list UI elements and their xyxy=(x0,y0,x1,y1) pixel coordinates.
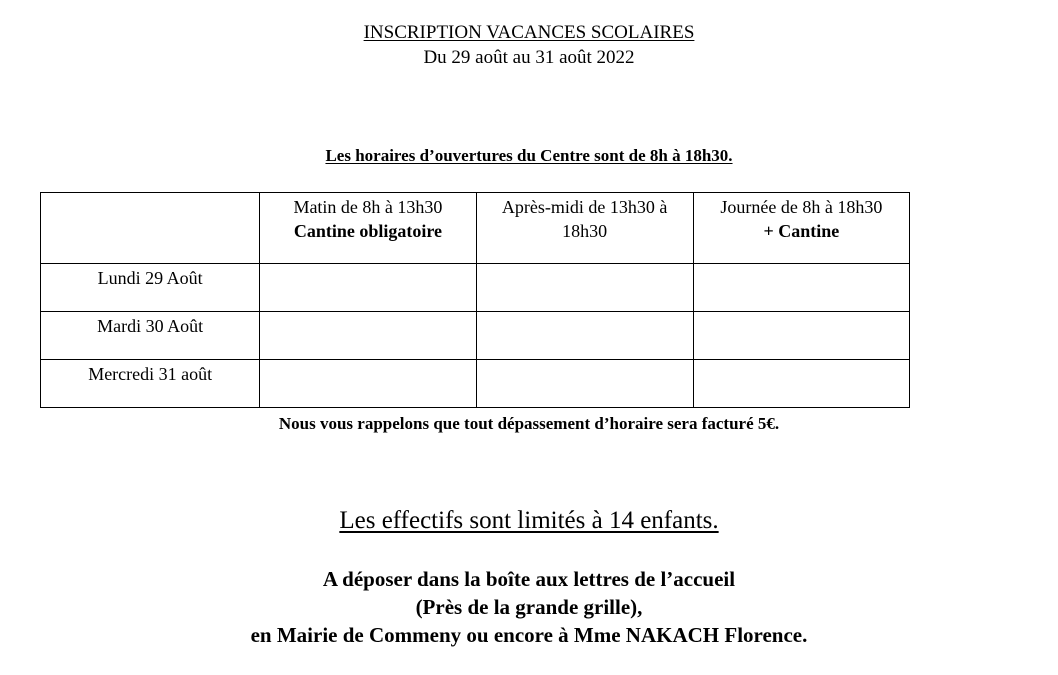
deposit-instructions xyxy=(0,565,1058,649)
monday-morning-cell[interactable] xyxy=(260,264,476,312)
deposit-line-1: A déposer dans la boîte aux lettres de l’accueil xyxy=(322,567,736,591)
capacity-limit-notice: Les effectifs sont limités à 14 enfants. xyxy=(339,507,719,534)
header-morning xyxy=(260,193,476,264)
row-label-wednesday: Mercredi 31 août xyxy=(41,360,260,408)
schedule-table xyxy=(40,192,910,408)
table-header-row xyxy=(41,193,910,264)
monday-afternoon-cell[interactable] xyxy=(476,264,693,312)
header-morning-note: Cantine obligatoire xyxy=(293,221,443,241)
table-row xyxy=(41,264,910,312)
deposit-line-3: en Mairie de Commeny ou encore à Mme NAKACH Florence. xyxy=(250,623,808,647)
header-afternoon-label: Après-midi de 13h30 à 18h30 xyxy=(501,197,668,241)
deposit-line-2: (Près de la grande grille), xyxy=(415,595,643,619)
tuesday-morning-cell[interactable] xyxy=(260,312,476,360)
overtime-reminder: Nous vous rappelons que tout dépassement d’horaire sera facturé 5€. xyxy=(278,414,780,433)
wednesday-fullday-cell[interactable] xyxy=(693,360,909,408)
table-row xyxy=(41,360,910,408)
date-range: Du 29 août au 31 août 2022 xyxy=(423,47,635,68)
wednesday-morning-cell[interactable] xyxy=(260,360,476,408)
header-afternoon xyxy=(476,193,693,264)
row-label-tuesday: Mardi 30 Août xyxy=(41,312,260,360)
header-fullday xyxy=(693,193,909,264)
row-label-monday: Lundi 29 Août xyxy=(41,264,260,312)
tuesday-fullday-cell[interactable] xyxy=(693,312,909,360)
opening-hours-notice: Les horaires d’ouvertures du Centre sont de 8h à 18h30. xyxy=(325,146,733,165)
monday-fullday-cell[interactable] xyxy=(693,264,909,312)
header-morning-label: Matin de 8h à 13h30 xyxy=(293,197,443,217)
wednesday-afternoon-cell[interactable] xyxy=(476,360,693,408)
header-fullday-label: Journée de 8h à 18h30 xyxy=(720,197,883,217)
empty-corner-cell xyxy=(41,193,260,264)
document-title: INSCRIPTION VACANCES SCOLAIRES xyxy=(363,22,695,43)
table-row xyxy=(41,312,910,360)
tuesday-afternoon-cell[interactable] xyxy=(476,312,693,360)
header-fullday-note: + Cantine xyxy=(763,221,840,241)
